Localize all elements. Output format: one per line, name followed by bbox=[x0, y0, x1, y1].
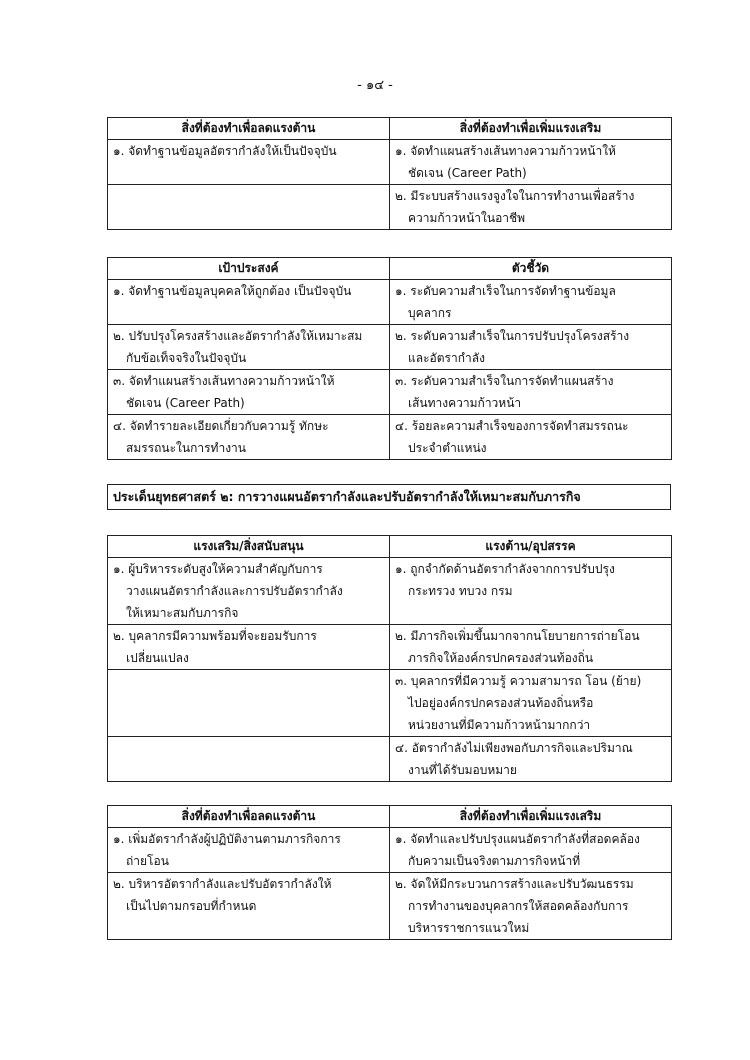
table-cell bbox=[390, 873, 672, 940]
cell-text: และอัตรากำลัง bbox=[408, 351, 485, 365]
table-cell bbox=[108, 558, 390, 625]
cell-text: ๑. ผู้บริหารระดับสูงให้ความสำคัญกับการ bbox=[113, 562, 323, 576]
cell-text: ๔. ร้อยละความสำเร็จของการจัดทำสมรรถนะ bbox=[395, 419, 629, 433]
cell-text: กับข้อเท็จจริงในปัจจุบัน bbox=[126, 351, 247, 365]
table-cell bbox=[390, 670, 672, 737]
cell-text: ความก้าวหน้าในอาชีพ bbox=[408, 211, 526, 225]
column-header: สิ่งที่ต้องทำเพื่อเพิ่มแรงเสริม bbox=[390, 118, 672, 140]
cell-text: ๓. จัดทำแผนสร้างเส้นทางความก้าวหน้าให้ bbox=[113, 374, 335, 388]
cell-text: ๑. จัดทำแผนสร้างเส้นทางความก้าวหน้าให้ bbox=[395, 144, 616, 158]
column-header: สิ่งที่ต้องทำเพื่อลดแรงต้าน bbox=[108, 806, 390, 828]
column-header: แรงต้าน/อุปสรรค bbox=[390, 536, 672, 558]
cell-text: บริหารราชการแนวใหม่ bbox=[408, 921, 530, 935]
cell-text: งานที่ได้รับมอบหมาย bbox=[408, 763, 517, 777]
table-cell bbox=[108, 140, 390, 185]
goals-indicators-table bbox=[107, 257, 672, 460]
table-cell bbox=[108, 873, 390, 940]
table-cell bbox=[108, 325, 390, 370]
table-row bbox=[108, 370, 672, 415]
cell-text: เปลี่ยนแปลง bbox=[126, 651, 189, 665]
cell-text: กับความเป็นจริงตามภารกิจหน้าที่ bbox=[408, 854, 581, 868]
table-row bbox=[108, 828, 672, 873]
cell-text: ๑. จัดทำฐานข้อมูลบุคคลให้ถูกต้อง เป็นปัจจุบัน bbox=[113, 284, 352, 298]
cell-text: ๒. ปรับปรุงโครงสร้างและอัตรากำลังให้เหมาะสม bbox=[113, 329, 363, 343]
table-row bbox=[108, 280, 672, 325]
table-cell bbox=[390, 280, 672, 325]
cell-text: ๔. อัตรากำลังไม่เพียงพอกับภารกิจและปริมาณ bbox=[395, 741, 633, 755]
table-cell bbox=[390, 140, 672, 185]
cell-text: ไปอยู่องค์กรปกครองส่วนท้องถิ่นหรือ bbox=[408, 696, 594, 710]
cell-text: ๔. จัดทำรายละเอียดเกี่ยวกับความรู้ ทักษะ bbox=[113, 419, 329, 433]
cell-text: เส้นทางความก้าวหน้า bbox=[408, 396, 522, 410]
table-row bbox=[108, 670, 672, 737]
table-cell bbox=[108, 828, 390, 873]
table-cell bbox=[108, 280, 390, 325]
table-row bbox=[108, 625, 672, 670]
cell-text: ๑. ระดับความสำเร็จในการจัดทำฐานข้อมูล bbox=[395, 284, 616, 298]
cell-text: ๓. บุคลากรที่มีความรู้ ความสามารถ โอน (ย้าย) bbox=[395, 674, 642, 688]
cell-text: สมรรถนะในการทำงาน bbox=[126, 441, 246, 455]
table-cell bbox=[108, 185, 390, 230]
column-header: สิ่งที่ต้องทำเพื่อเพิ่มแรงเสริม bbox=[390, 806, 672, 828]
table-cell bbox=[390, 370, 672, 415]
table-cell bbox=[390, 415, 672, 460]
table-cell bbox=[390, 737, 672, 782]
table-header-row bbox=[108, 118, 672, 140]
table-cell bbox=[108, 625, 390, 670]
cell-text: ๒. ระดับความสำเร็จในการปรับปรุงโครงสร้าง bbox=[395, 329, 630, 343]
table-cell bbox=[108, 737, 390, 782]
page-number: - ๑๔ - bbox=[357, 78, 393, 93]
cell-text: เป็นไปตามกรอบที่กำหนด bbox=[126, 899, 257, 913]
table-row bbox=[108, 185, 672, 230]
cell-text: กระทรวง ทบวง กรม bbox=[408, 584, 513, 598]
cell-text: ๑. จัดทำและปรับปรุงแผนอัตรากำลังที่สอดคล้อง bbox=[395, 832, 640, 846]
cell-text: ๑. เพิ่มอัตรากำลังผู้ปฏิบัติงานตามภารกิจการ bbox=[113, 832, 341, 846]
table-cell bbox=[390, 625, 672, 670]
table-header-row bbox=[108, 806, 672, 828]
cell-text: ถ่ายโอน bbox=[126, 854, 169, 868]
cell-text: ๒. มีระบบสร้างแรงจูงใจในการทำงานเพื่อสร้าง bbox=[395, 189, 635, 203]
column-header: สิ่งที่ต้องทำเพื่อลดแรงต้าน bbox=[108, 118, 390, 140]
cell-text: ชัดเจน (Career Path) bbox=[408, 166, 527, 180]
support-obstacles-table bbox=[107, 535, 672, 782]
cell-text: การทำงานของบุคลากรให้สอดคล้องกับการ bbox=[408, 899, 629, 913]
cell-text: ประจำตำแหน่ง bbox=[408, 441, 487, 455]
table-cell bbox=[390, 828, 672, 873]
cell-text: ให้เหมาะสมกับภารกิจ bbox=[126, 606, 239, 620]
cell-text: ๑. จัดทำฐานข้อมูลอัตรากำลังให้เป็นปัจจุบัน bbox=[113, 144, 337, 158]
table-cell bbox=[108, 670, 390, 737]
cell-text: ๒. จัดให้มีกระบวนการสร้างและปรับวัฒนธรรม bbox=[395, 877, 634, 891]
table-row bbox=[108, 737, 672, 782]
table-row bbox=[108, 415, 672, 460]
table-header-row bbox=[108, 536, 672, 558]
table-cell bbox=[390, 558, 672, 625]
cell-text: วางแผนอัตรากำลังและการปรับอัตรากำลัง bbox=[126, 584, 343, 598]
cell-text: ภารกิจให้องค์กรปกครองส่วนท้องถิ่น bbox=[408, 651, 594, 665]
column-header: เป้าประสงค์ bbox=[108, 258, 390, 280]
column-header: แรงเสริม/สิ่งสนับสนุน bbox=[108, 536, 390, 558]
cell-text: ชัดเจน (Career Path) bbox=[126, 396, 245, 410]
table-row bbox=[108, 558, 672, 625]
cell-text: บุคลากร bbox=[408, 306, 452, 320]
reduce-resistance-table-2 bbox=[107, 805, 672, 940]
table-row bbox=[108, 140, 672, 185]
strategy-title: ประเด็นยุทธศาสตร์ ๒: การวางแผนอัตรากำลังและปรับอัตรากำลังให้เหมาะสมกับภารกิจ bbox=[107, 484, 671, 510]
column-header: ตัวชี้วัด bbox=[390, 258, 672, 280]
cell-text: ๓. ระดับความสำเร็จในการจัดทำแผนสร้าง bbox=[395, 374, 614, 388]
cell-text: ๒. บริหารอัตรากำลังและปรับอัตรากำลังให้ bbox=[113, 877, 332, 891]
cell-text: หน่วยงานที่มีความก้าวหน้ามากกว่า bbox=[408, 718, 591, 732]
table-cell bbox=[108, 415, 390, 460]
table-cell bbox=[390, 185, 672, 230]
reduce-resistance-table-1 bbox=[107, 117, 672, 230]
table-cell bbox=[108, 370, 390, 415]
cell-text: ๒. บุคลากรมีความพร้อมที่จะยอมรับการ bbox=[113, 629, 317, 643]
table-header-row bbox=[108, 258, 672, 280]
table-row bbox=[108, 325, 672, 370]
table-cell bbox=[390, 325, 672, 370]
cell-text: ๒. มีภารกิจเพิ่มขึ้นมากจากนโยบายการถ่ายโอน bbox=[395, 629, 640, 643]
cell-text: ๑. ถูกจำกัดด้านอัตรากำลังจากการปรับปรุง bbox=[395, 562, 615, 576]
table-row bbox=[108, 873, 672, 940]
